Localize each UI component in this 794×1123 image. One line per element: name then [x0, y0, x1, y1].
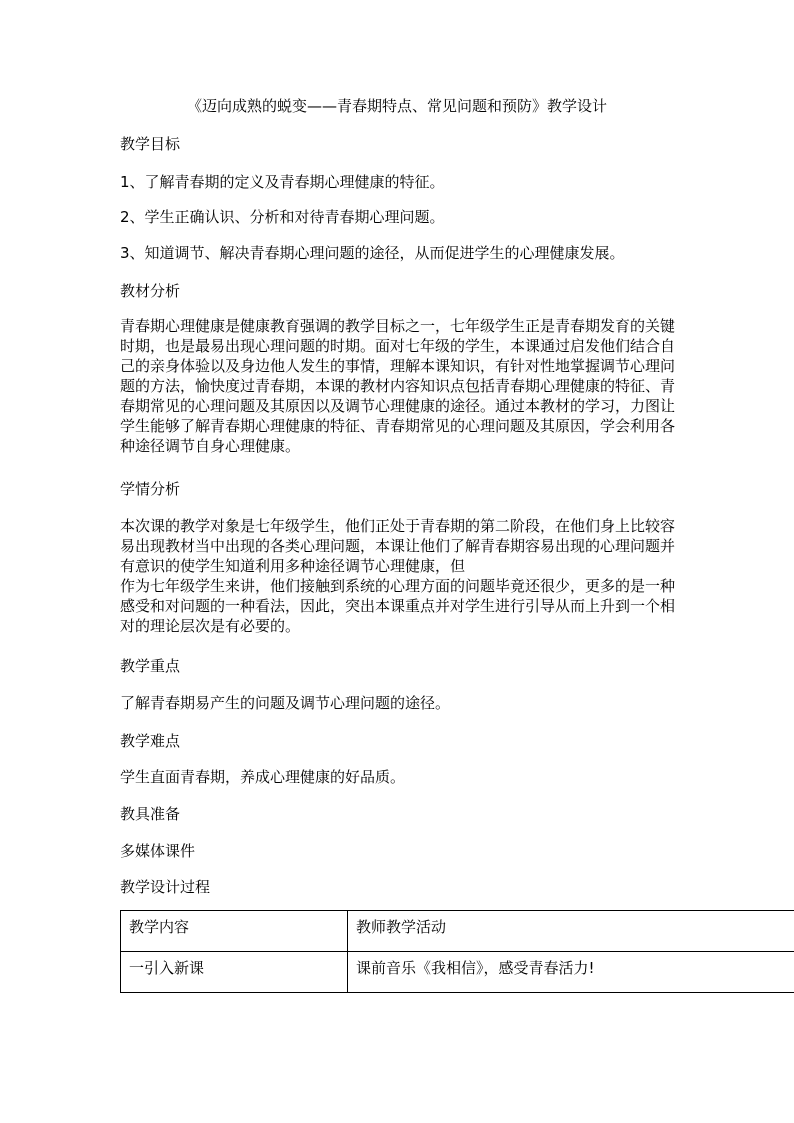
goal-item-3: 3、知道调节、解决青春期心理问题的途径，从而促进学生的心理健康发展。: [120, 244, 625, 262]
table-header-activity: 教师教学活动: [348, 911, 794, 952]
document-title: 《迈向成熟的蜕变——青春期特点、常见问题和预防》教学设计: [186, 97, 607, 115]
material-paragraph: 青春期心理健康是健康教育强调的教学目标之一，七年级学生正是青春期发育的关键时期，也是最易出现心理问题的时期。面对七年级的学生，本课通过启发他们结合自己的亲身体验以及身边他人发生的事情，理解本课知识，有针对性地掌握调节心理问题的方法，愉快度过青春期，本课的教材内容知识点包括青春期心理健康的特征、青春期常见的心理问题及其原因以及调节心理健康的途径。通过本教材的学习，力图让学生能够了解青春期心理健康的特征、青春期常见的心理问题及其原因，学会利用各种途径调节自身心理健康。: [120, 317, 676, 455]
heading-students: 学情分析: [120, 480, 181, 498]
tools-text: 多媒体课件: [120, 842, 196, 860]
students-paragraph-1: 本次课的教学对象是七年级学生，他们正处于青春期的第二阶段，在他们身上比较容易出现教材当中出现的各类心理问题，本课让他们了解青春期容易出现的心理问题并有意识的使学生知道利用多种途径调节心理健康，但: [120, 517, 676, 575]
heading-key: 教学重点: [120, 657, 181, 675]
key-text: 了解青春期易产生的问题及调节心理问题的途径。: [120, 694, 451, 712]
heading-tools: 教具准备: [120, 805, 181, 823]
goal-item-2: 2、学生正确认识、分析和对待青春期心理问题。: [120, 208, 445, 226]
teaching-design-table: [120, 910, 794, 993]
heading-material: 教材分析: [120, 282, 181, 300]
difficulty-text: 学生直面青春期，养成心理健康的好品质。: [120, 768, 406, 786]
heading-difficulty: 教学难点: [120, 732, 181, 750]
heading-process: 教学设计过程: [120, 878, 211, 896]
goal-item-1: 1、了解青春期的定义及青春期心理健康的特征。: [120, 173, 445, 191]
heading-goals: 教学目标: [120, 135, 181, 153]
table-row: [121, 952, 794, 993]
students-paragraph-2: 作为七年级学生来讲，他们接触到系统的心理方面的问题毕竟还很少，更多的是一种感受和对问题的一种看法，因此，突出本课重点并对学生进行引导从而上升到一个相对的理论层次是有必要的。: [120, 577, 676, 635]
table-header-content: 教学内容: [121, 911, 348, 952]
table-cell-activity: 课前音乐《我相信》，感受青春活力!: [348, 952, 794, 993]
table-header-row: [121, 911, 794, 952]
table-cell-content: 一引入新课: [121, 952, 348, 993]
